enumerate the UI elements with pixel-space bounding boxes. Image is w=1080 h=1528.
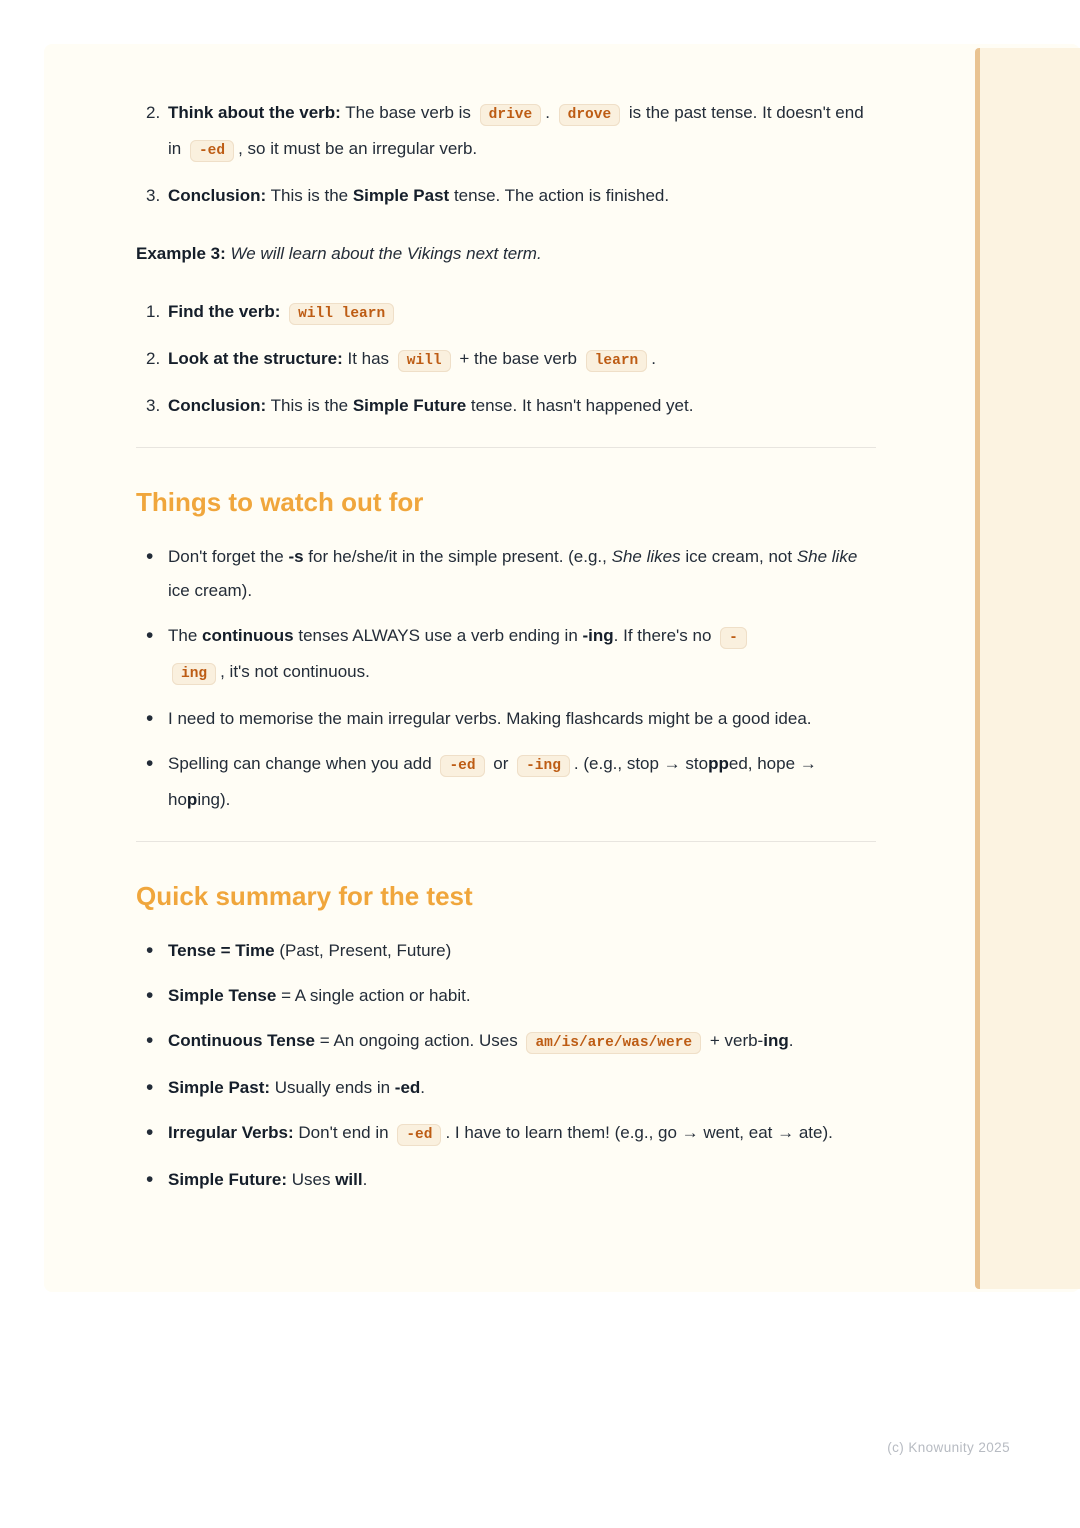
list-item (146, 934, 876, 968)
text-segment: Tense = Time (168, 941, 275, 960)
bullet-icon: • (146, 1168, 154, 1191)
text-segment: tenses ALWAYS use a verb ending in (293, 626, 583, 645)
numbered-list (146, 295, 876, 423)
text-segment: Spelling can change when you add (168, 754, 437, 773)
document-page (44, 44, 1080, 1292)
text-segment: Simple Future: (168, 1170, 288, 1189)
text-segment: Conclusion: (168, 396, 267, 415)
text-segment: . (420, 1078, 426, 1097)
text-segment: ing). (197, 790, 231, 809)
text-segment: ice cream). (168, 581, 253, 600)
text-segment: ice cream, not (680, 547, 797, 566)
text-segment: Irregular Verbs: (168, 1123, 294, 1142)
bullet-list (146, 934, 876, 1197)
text-segment: Don't end in (293, 1123, 394, 1142)
text-segment: continuous (202, 626, 294, 645)
list-item (146, 342, 876, 378)
text-segment: p (186, 790, 198, 809)
numbered-list (146, 96, 876, 213)
list-number: 2. (146, 349, 161, 368)
text-segment: , it's not continuous. (220, 662, 370, 681)
bullet-icon: • (146, 1121, 154, 1144)
bullet-icon: • (146, 1076, 154, 1099)
code-chip: drive (480, 104, 542, 126)
list-item (146, 1163, 876, 1197)
divider (136, 447, 876, 448)
text-segment: . (545, 103, 555, 122)
text-segment: . (362, 1170, 368, 1189)
list-item (146, 179, 876, 213)
text-segment: + the base verb (454, 349, 582, 368)
list-item-text (168, 934, 876, 968)
text-segment: It has (342, 349, 394, 368)
list-item-text (168, 540, 876, 608)
copyright-footer: (c) Knowunity 2025 (887, 1440, 1010, 1455)
bullet-icon: • (146, 1029, 154, 1052)
code-chip: drove (559, 104, 621, 126)
bullet-icon: • (146, 545, 154, 568)
text-segment: Find the verb: (168, 302, 281, 321)
text-segment: Simple Past (352, 186, 450, 205)
text-segment: ing (763, 1031, 789, 1050)
code-chip: -ed (190, 140, 234, 162)
code-chip: will (398, 350, 451, 372)
divider (136, 841, 876, 842)
text-segment: Uses (287, 1170, 336, 1189)
list-item (146, 540, 876, 608)
text-segment: -ing (582, 626, 614, 645)
text-segment: Look at the structure: (168, 349, 343, 368)
text-segment: -ed (394, 1078, 421, 1097)
text-segment: She like (796, 547, 858, 566)
bullet-icon: • (146, 707, 154, 730)
text-segment: Simple Past: (168, 1078, 271, 1097)
text-segment: Think about the verb: (168, 103, 341, 122)
text-segment: We will learn about the Vikings next term. (230, 244, 542, 263)
text-segment: . If there's no (613, 626, 717, 645)
text-segment: Simple Tense (168, 986, 277, 1005)
list-item-text (168, 96, 876, 168)
list-item-text (168, 342, 876, 378)
text-segment: Continuous Tense (168, 1031, 316, 1050)
text-segment (280, 302, 285, 321)
list-number: 1. (146, 302, 161, 321)
paragraph (136, 237, 876, 271)
text-segment: = An ongoing action. Uses (315, 1031, 523, 1050)
document-content (136, 96, 876, 1221)
list-item-text (168, 747, 876, 817)
text-segment: I need to memorise the main irregular verbs. Making flashcards might be a good idea. (168, 709, 812, 728)
text-segment: will (335, 1170, 363, 1189)
list-item (146, 96, 876, 168)
list-item-text (168, 702, 876, 736)
text-segment: for he/she/it in the simple present. (e.g., (303, 547, 612, 566)
code-chip: learn (586, 350, 648, 372)
list-item-text (168, 179, 876, 213)
text-segment: Example 3: (136, 244, 226, 263)
right-accent-panel (975, 48, 1080, 1289)
text-segment: tense. The action is finished. (449, 186, 670, 205)
text-segment: The base verb is (340, 103, 476, 122)
list-item-text (168, 389, 876, 423)
list-item (146, 389, 876, 423)
list-item (146, 979, 876, 1013)
text-segment: She likes (611, 547, 681, 566)
list-item-text (168, 1163, 876, 1197)
list-item-text (168, 1071, 876, 1105)
section-heading: Quick summary for the test (136, 881, 473, 911)
list-number: 3. (146, 396, 161, 415)
list-number: 3. (146, 186, 161, 205)
text-segment: pp (708, 754, 729, 773)
section-heading: Things to watch out for (136, 487, 424, 517)
list-item (146, 1024, 876, 1060)
text-segment: The (168, 626, 203, 645)
text-segment: . (651, 349, 656, 368)
code-chip: -ed (440, 755, 484, 777)
text-segment: This is the (266, 396, 353, 415)
list-item (146, 747, 876, 817)
code-chip: - (720, 627, 747, 649)
code-chip: am/is/are/was/were (526, 1032, 701, 1054)
bullet-icon: • (146, 752, 154, 775)
text-segment: . (e.g., stop → sto (573, 754, 709, 773)
list-number: 2. (146, 103, 161, 122)
code-chip: will learn (289, 303, 394, 325)
text-segment: Don't forget the (168, 547, 289, 566)
list-item (146, 1071, 876, 1105)
text-segment: -s (288, 547, 304, 566)
list-item (146, 702, 876, 736)
text-segment: tense. It hasn't happened yet. (466, 396, 694, 415)
text-segment: Simple Future (352, 396, 467, 415)
text-segment: Conclusion: (168, 186, 267, 205)
list-item-text (168, 619, 876, 691)
text-segment: , so it must be an irregular verb. (238, 139, 478, 158)
list-item-text (168, 1116, 876, 1152)
list-item (146, 1116, 876, 1152)
bullet-icon: • (146, 984, 154, 1007)
text-segment: This is the (266, 186, 353, 205)
text-segment: + verb- (705, 1031, 764, 1050)
text-segment: . (788, 1031, 794, 1050)
text-segment: Usually ends in (270, 1078, 395, 1097)
bullet-list (146, 540, 876, 817)
list-item-text (168, 295, 876, 331)
code-chip: -ed (397, 1124, 441, 1146)
text-segment: = A single action or habit. (276, 986, 471, 1005)
text-segment: or (488, 754, 514, 773)
text-segment: . I have to learn them! (e.g., go → went, eat → ate). (445, 1123, 833, 1142)
text-segment: ed, hope → ho (168, 754, 817, 809)
bullet-icon: • (146, 624, 154, 647)
list-item (146, 619, 876, 691)
text-segment: is the past tense. It doesn't end in (168, 103, 864, 158)
bullet-icon: • (146, 939, 154, 962)
text-segment: (Past, Present, Future) (274, 941, 452, 960)
code-chip: -ing (517, 755, 570, 777)
list-item (146, 295, 876, 331)
list-item-text (168, 979, 876, 1013)
list-item-text (168, 1024, 876, 1060)
code-chip: ing (172, 663, 216, 685)
